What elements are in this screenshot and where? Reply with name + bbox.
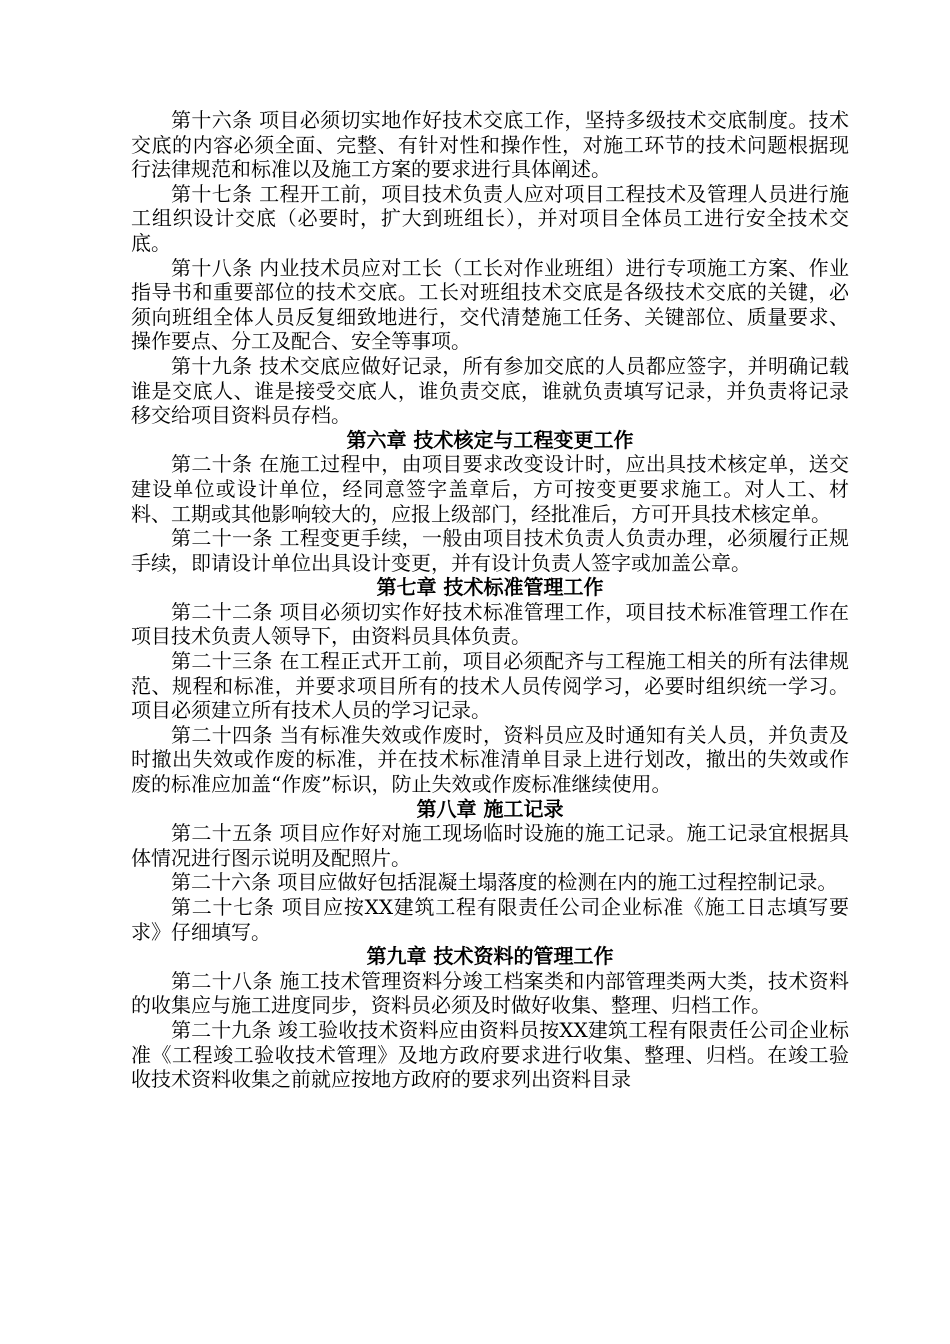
article-24: 第二十四条 当有标准失效或作废时，资料员应及时通知有关人员，并负责及时撤出失效或作废的标准，并在技术标准清单目录上进行划改，撤出的失效或作废的标准应加盖“作废”标识，防止失效或作废标准继续使用。: [131, 722, 849, 797]
article-29: 第二十九条 竣工验收技术资料应由资料员按XX建筑工程有限责任公司企业标准《工程竣工验收技术管理》及地方政府要求进行收集、整理、归档。在竣工验收技术资料收集之前就应按地方政府的要求列出资料目录: [131, 1017, 849, 1092]
article-17: 第十七条 工程开工前，项目技术负责人应对项目工程技术及管理人员进行施工组织设计交底（必要时，扩大到班组长），并对项目全体员工进行安全技术交底。: [131, 181, 849, 255]
article-20: 第二十条 在施工过程中，由项目要求改变设计时，应出具技术核定单，送交建设单位或设计单位，经同意签字盖章后，方可按变更要求施工。对人工、材料、工期或其他影响较大的，应报上级部门，经批准后，方可开具技术核定单。: [131, 452, 849, 526]
article-16: 第十六条 项目必须切实地作好技术交底工作，坚持多级技术交底制度。技术交底的内容必须全面、完整、有针对性和操作性，对施工环节的技术问题根据现行法律规范和标准以及施工方案的要求进行具体阐述。: [131, 108, 849, 182]
document-page: [131, 108, 849, 1092]
article-21: 第二十一条 工程变更手续，一般由项目技术负责人负责办理，必须履行正规手续，即请设计单位出具设计变更，并有设计负责人签字或加盖公章。: [131, 526, 849, 575]
chapter-8-title: 第八章 施工记录: [416, 796, 564, 821]
chapter-9-title: 第九章 技术资料的管理工作: [366, 944, 614, 969]
article-19: 第十九条 技术交底应做好记录，所有参加交底的人员都应签字，并明确记载谁是交底人、谁是接受交底人，谁负责交底，谁就负责填写记录，并负责将记录移交给项目资料员存档。: [131, 353, 849, 428]
article-26: 第二十六条 项目应做好包括混凝土塌落度的检测在内的施工过程控制记录。: [171, 870, 838, 895]
article-28: 第二十八条 施工技术管理资料分竣工档案类和内部管理类两大类，技术资料的收集应与施工进度同步，资料员必须及时做好收集、整理、归档工作。: [131, 968, 849, 1018]
chapter-7-title: 第七章 技术标准管理工作: [376, 575, 604, 600]
article-22: 第二十二条 项目必须切实作好技术标准管理工作，项目技术标准管理工作在项目技术负责人领导下，由资料员具体负责。: [131, 599, 849, 649]
article-27: 第二十七条 项目应按XX建筑工程有限责任公司企业标准《施工日志填写要求》仔细填写。: [131, 895, 849, 944]
article-18: 第十八条 内业技术员应对工长（工长对作业班组）进行专项施工方案、作业指导书和重要部位的技术交底。工长对班组技术交底是各级技术交底的关键，必须向班组全体人员反复细致地进行，交代清楚施工任务、关键部位、质量要求、操作要点、分工及配合、安全等事项。: [131, 255, 849, 354]
article-23: 第二十三条 在工程正式开工前，项目必须配齐与工程施工相关的所有法律规范、规程和标准，并要求项目所有的技术人员传阅学习，必要时组织统一学习。项目必须建立所有技术人员的学习记录。: [131, 649, 849, 723]
chapter-6-title: 第六章 技术核定与工程变更工作: [346, 427, 634, 452]
article-25: 第二十五条 项目应作好对施工现场临时设施的施工记录。施工记录宜根据具体情况进行图示说明及配照片。: [131, 821, 849, 870]
